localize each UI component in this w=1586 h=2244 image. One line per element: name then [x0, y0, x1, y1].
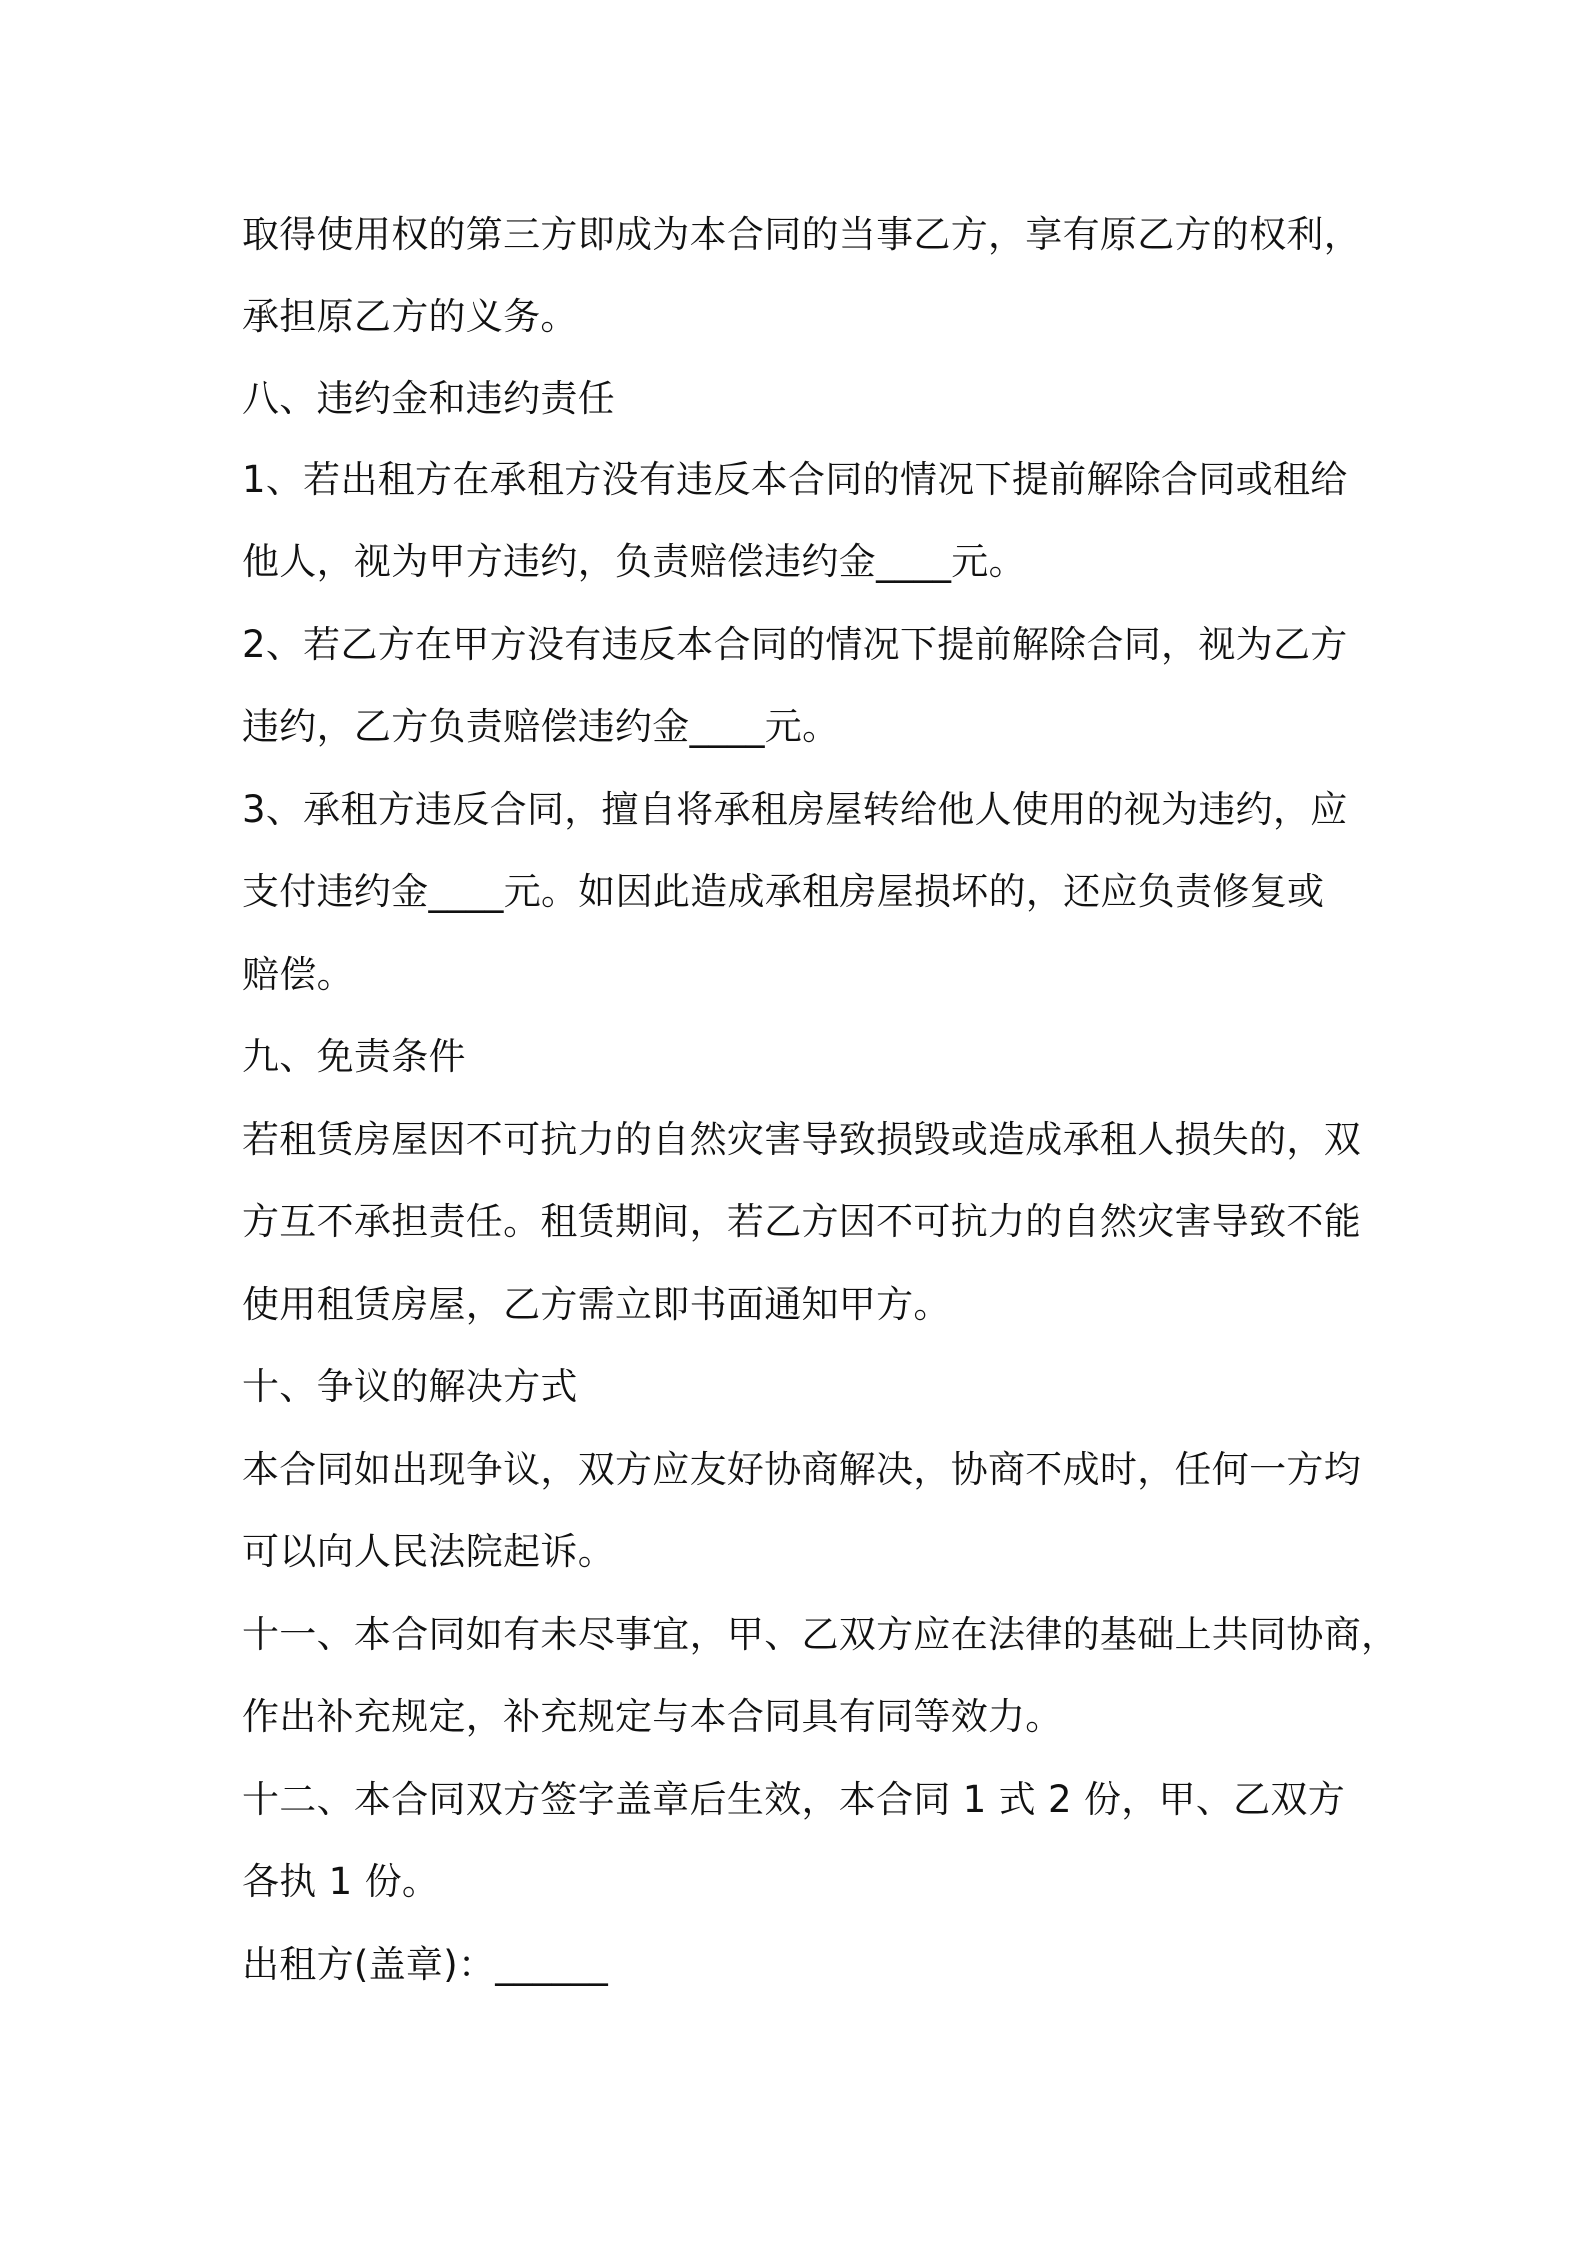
paragraph-line: 他人，视为甲方违约，负责赔偿违约金____元。 [242, 540, 1026, 583]
section-heading-exemption: 九、免责条件 [242, 1035, 466, 1078]
paragraph-line: 取得使用权的第三方即成为本合同的当事乙方，享有原乙方的权利， [242, 213, 1361, 256]
paragraph-line: 承担原乙方的义务。 [242, 295, 578, 338]
paragraph-line: 本合同如出现争议，双方应友好协商解决，协商不成时，任何一方均 [242, 1448, 1361, 1491]
paragraph-line: 十一、本合同如有未尽事宜，甲、乙双方应在法律的基础上共同协商， [242, 1613, 1399, 1656]
paragraph-line: 作出补充规定，补充规定与本合同具有同等效力。 [242, 1695, 1063, 1738]
paragraph-line: 若租赁房屋因不可抗力的自然灾害导致损毁或造成承租人损失的，双 [242, 1118, 1361, 1161]
paragraph-line: 赔偿。 [242, 953, 354, 996]
paragraph-line: 可以向人民法院起诉。 [242, 1530, 615, 1573]
paragraph-line: 支付违约金____元。如因此造成承租房屋损坏的，还应负责修复或 [242, 870, 1325, 913]
paragraph-line: 3、承租方违反合同，擅自将承租房屋转给他人使用的视为违约，应 [242, 788, 1348, 831]
paragraph-line: 十二、本合同双方签字盖章后生效，本合同 1 式 2 份，甲、乙双方 [242, 1778, 1346, 1821]
signature-line-lessor: 出租方(盖章)：______ [242, 1943, 609, 1986]
paragraph-line: 违约，乙方负责赔偿违约金____元。 [242, 705, 840, 748]
section-heading-penalty: 八、违约金和违约责任 [242, 377, 615, 420]
paragraph-line: 各执 1 份。 [242, 1860, 440, 1903]
paragraph-line: 2、若乙方在甲方没有违反本合同的情况下提前解除合同，视为乙方 [242, 623, 1348, 666]
paragraph-line: 1、若出租方在承租方没有违反本合同的情况下提前解除合同或租给 [242, 458, 1348, 501]
paragraph-line: 使用租赁房屋，乙方需立即书面通知甲方。 [242, 1283, 951, 1326]
section-heading-dispute: 十、争议的解决方式 [242, 1365, 578, 1408]
paragraph-line: 方互不承担责任。租赁期间，若乙方因不可抗力的自然灾害导致不能 [242, 1200, 1361, 1243]
